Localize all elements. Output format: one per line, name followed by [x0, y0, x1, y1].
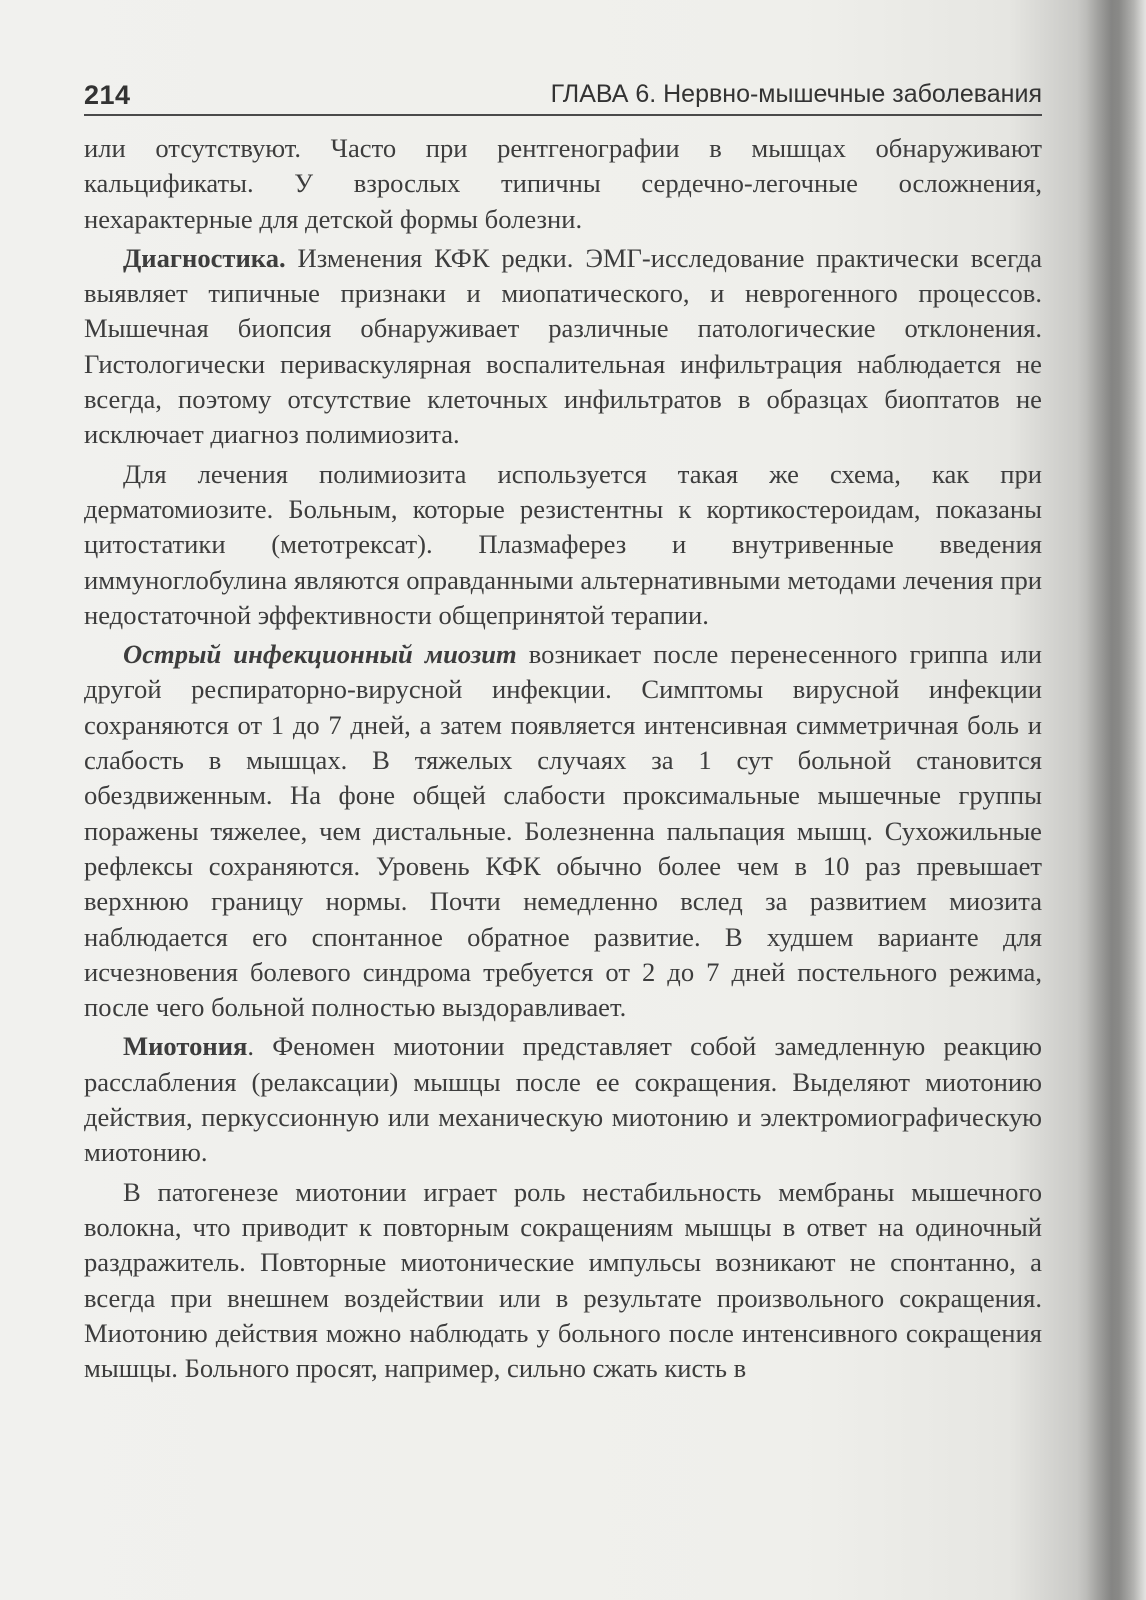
- running-head: ГЛАВА 6. Нервно-мышечные заболевания: [550, 80, 1042, 108]
- paragraph-lead-acute-myositis: Острый инфекционный миозит: [123, 639, 517, 670]
- paragraph-myotonia: [84, 1029, 1042, 1170]
- paragraph-text: . Феномен миотонии представляет собой замедленную реакцию расслабления (релаксации) мышцы после ее сокращения. Выделяют миотонию действия, перкуссионную или механическую миотонию и электромиографическую миотонию.: [84, 1031, 1042, 1168]
- body-text: [84, 131, 1042, 1390]
- paragraph-lead-myotonia: Миотония: [123, 1031, 248, 1062]
- paragraph-acute-myositis: [84, 637, 1042, 1025]
- paragraph-continuation: [84, 131, 1042, 237]
- page-gutter-shadow: [1086, 0, 1146, 1600]
- paragraph-text: В патогенезе миотонии играет роль нестабильность мембраны мышечного волокна, что приводит к повторным сокращениям мышцы в ответ на одиночный раздражитель. Повторные миотонические импульсы возникают не спонтанно, а всегда при внешнем воздействии или в результате произвольного сокращения. Миотонию действия можно наблюдать у больного после интенсивного сокращения мышцы. Больного просят, например, сильно сжать кисть в: [84, 1176, 1042, 1384]
- paragraph-text: Для лечения полимиозита используется такая же схема, как при дерматомиозите. Больным, которые резистентны к кортикостероидам, показаны цитостатики (метотрексат). Плазмаферез и внутривенные введения иммуноглобулина являются оправданными альтернативными методами лечения при недостаточной эффективности общепринятой терапии.: [84, 458, 1042, 630]
- paragraph-diagnostics: [84, 241, 1042, 453]
- paragraph-pathogenesis: [84, 1175, 1042, 1387]
- paragraph-text: возникает после перенесенного гриппа или другой респираторно-вирусной инфекции. Симптомы вирусной инфекции сохраняются от 1 до 7 дней, а затем появляется интенсивная симметричная боль и слабость в мышцах. В тяжелых случаях за 1 сут больной становится обездвиженным. На фоне общей слабости проксимальные мышечные группы поражены тяжелее, чем дистальные. Болезненна пальпация мышц. Сухожильные рефлексы сохраняются. Уровень КФК обычно более чем в 10 раз превышает верхнюю границу нормы. Почти немедленно вслед за развитием миозита наблюдается его спонтанное обратное развитие. В худшем варианте для исчезновения болевого синдрома требуется от 2 до 7 дней постельного режима, после чего больной полностью выздоравливает.: [84, 639, 1042, 1023]
- paragraph-lead-diagnostics: Диагностика.: [123, 242, 286, 273]
- paragraph-text: или отсутствуют. Часто при рентгенографии в мышцах обнаруживают кальцификаты. У взрослых типичны сердечно-легочные осложнения, нехарактерные для детской формы болезни.: [84, 133, 1042, 234]
- page-header: [84, 80, 1042, 116]
- page-number: 214: [84, 80, 131, 110]
- paragraph-text: Изменения КФК редки. ЭМГ-исследование практически всегда выявляет типичные признаки и миопатического, и неврогенного процессов. Мышечная биопсия обнаруживает различные патологические отклонения. Гистологически периваскулярная воспалительная инфильтрация наблюдается не всегда, поэтому отсутствие клеточных инфильтратов в образцах биоптатов не исключает диагноз полимиозита.: [84, 242, 1042, 450]
- paragraph-treatment: [84, 457, 1042, 633]
